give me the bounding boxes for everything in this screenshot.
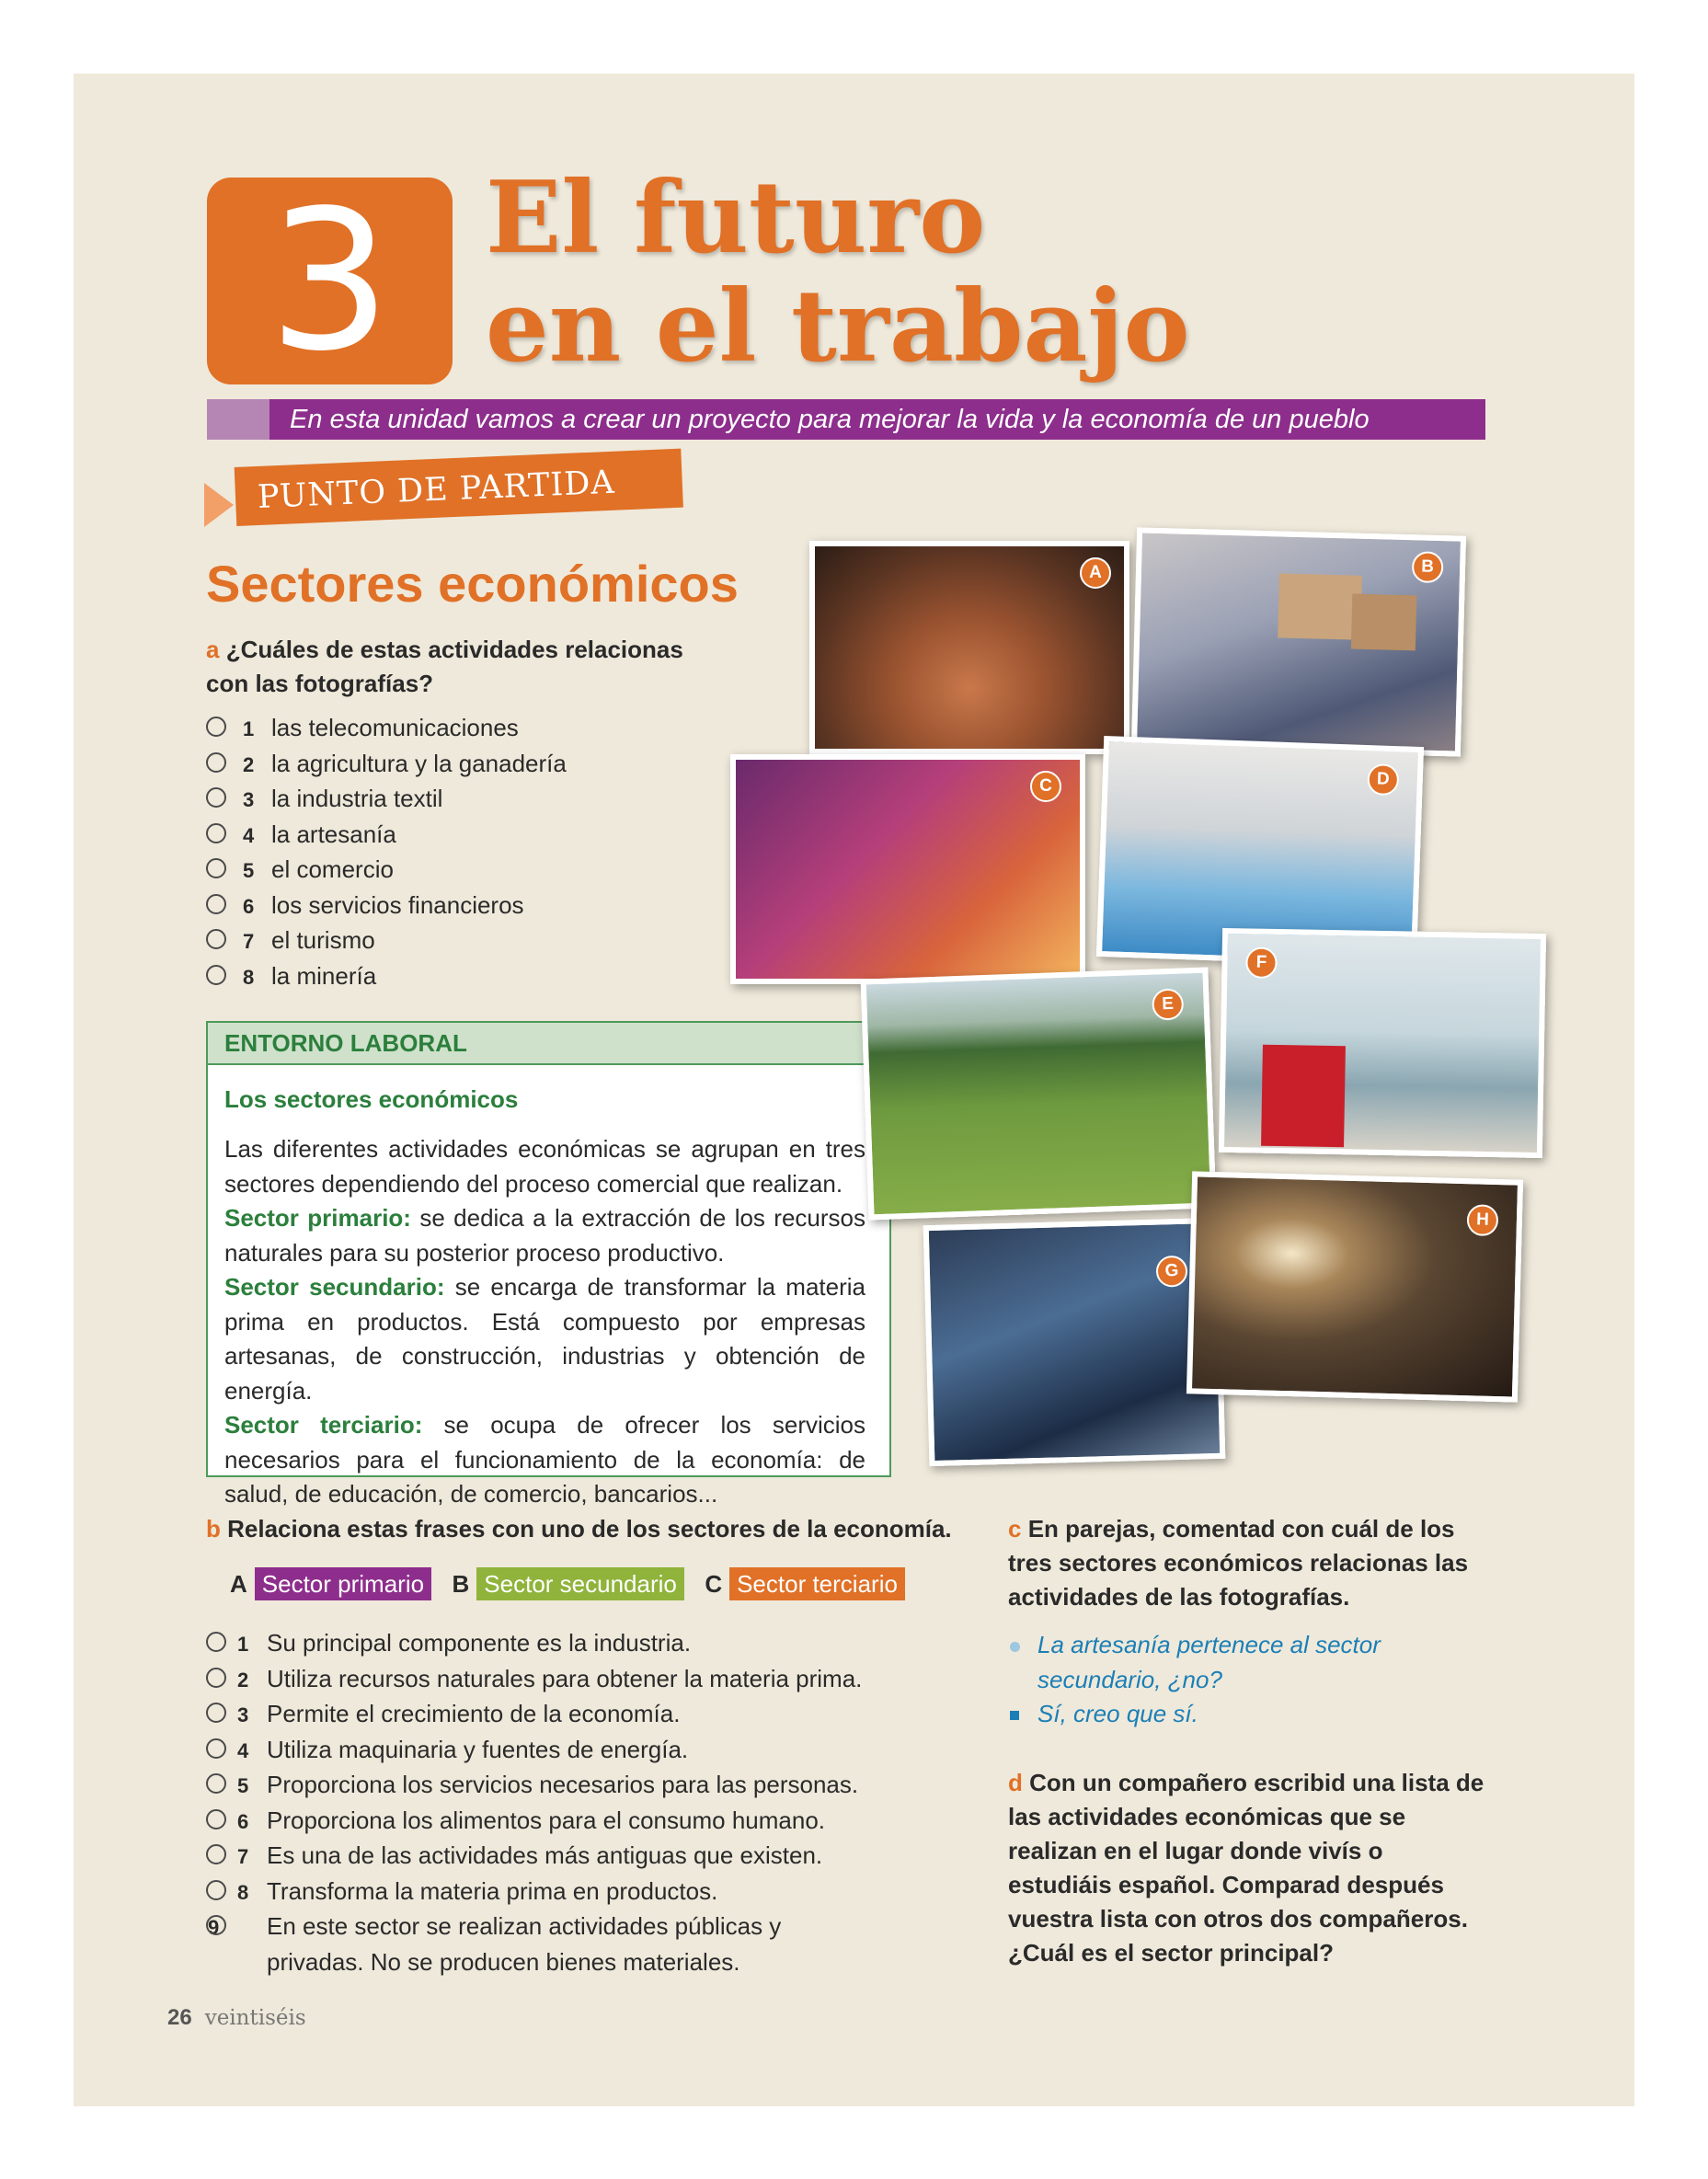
list-item xyxy=(206,853,721,889)
photo-label: E xyxy=(1152,988,1184,1020)
exercise-a-question xyxy=(206,633,703,701)
sector-secundario-tag: Sector secundario xyxy=(476,1567,684,1600)
list-item xyxy=(206,1768,979,1804)
sector-letter: B xyxy=(452,1570,470,1598)
item-text: la industria textil xyxy=(271,785,443,812)
unit-title-line1: El futuro xyxy=(486,160,986,276)
page-number-word: veintiséis xyxy=(204,2006,306,2030)
item-number: 8 xyxy=(237,1880,249,1904)
answer-circle[interactable] xyxy=(206,965,226,985)
list-item xyxy=(206,1839,979,1875)
photo-label: B xyxy=(1412,551,1444,583)
exercise-d xyxy=(1008,1766,1486,1970)
answer-circle[interactable] xyxy=(206,823,226,843)
item-text: Su principal componente es la industria. xyxy=(267,1629,692,1657)
item-number: 8 xyxy=(243,965,255,989)
sector-secundario-label: Sector secundario: xyxy=(224,1273,445,1301)
exercise-d-text: Con un compañero escribid una lista de las actividades económicas que se realizan en el lugar donde vivís o estudiáis español. Comparad después vuestra lista con otros dos compañeros. ¿Cuál es el sector principal? xyxy=(1008,1769,1484,1967)
list-item xyxy=(206,1804,979,1840)
sector-primario-label: Sector primario: xyxy=(224,1204,411,1232)
photo-b-shopping-cart xyxy=(1131,527,1466,756)
answer-circle[interactable] xyxy=(206,929,226,949)
list-item xyxy=(206,1662,979,1698)
dialog-bullet-square xyxy=(1010,1711,1019,1720)
list-item xyxy=(206,1875,979,1910)
sector-letter: A xyxy=(230,1570,247,1598)
answer-circle[interactable] xyxy=(206,858,226,878)
item-text: Transforma la materia prima en productos. xyxy=(267,1876,718,1905)
item-text: Permite el crecimiento de la economía. xyxy=(267,1700,681,1727)
item-number: 3 xyxy=(243,788,255,811)
list-item xyxy=(206,747,721,783)
dialog-text: La artesanía pertenece al sector secundario, ¿no? xyxy=(1037,1631,1381,1693)
list-item xyxy=(206,711,721,747)
item-text: Utiliza recursos naturales para obtener la materia prima. xyxy=(267,1664,863,1692)
sector-terciario-text: se ocupa de ofrecer los servicios necesarios para el funcionamiento de la economía: de salud, de educación, de comercio, bancarios... xyxy=(224,1411,865,1508)
section-title: Sectores económicos xyxy=(206,555,739,613)
exercise-c-dialog xyxy=(1008,1628,1431,1732)
box-shape xyxy=(1278,573,1362,639)
answer-circle[interactable] xyxy=(206,1668,226,1688)
entorno-body xyxy=(224,1132,865,1512)
list-item xyxy=(206,889,721,924)
item-number: 2 xyxy=(243,752,255,776)
unit-number: 3 xyxy=(268,168,392,394)
dialog-text: Sí, creo que sí. xyxy=(1037,1700,1198,1727)
answer-circle[interactable] xyxy=(206,717,226,737)
dialog-line xyxy=(1008,1628,1431,1697)
list-item xyxy=(206,1697,979,1733)
answer-circle[interactable] xyxy=(206,1738,226,1759)
item-text: Proporciona los servicios necesarios para las personas. xyxy=(267,1771,859,1798)
photo-label: C xyxy=(1030,771,1061,802)
unit-subtitle-bar xyxy=(207,399,1485,440)
item-text: la minería xyxy=(271,961,377,990)
item-number: 9 xyxy=(208,1916,220,1939)
page-footer xyxy=(167,2005,306,2031)
exercise-letter: d xyxy=(1008,1769,1023,1796)
sector-primario-tag: Sector primario xyxy=(255,1567,431,1600)
photo-label: A xyxy=(1080,557,1111,589)
photo-label: G xyxy=(1156,1256,1188,1288)
item-number: 4 xyxy=(237,1738,249,1762)
sector-secundario-text: se encarga de transformar la materia prima en productos. Está compuesto por empresas artesanas, de construcción, industrias y obtención de energía. xyxy=(224,1273,865,1405)
unit-title xyxy=(486,160,1190,384)
unit-number-box xyxy=(207,168,453,394)
exercise-c xyxy=(1008,1512,1477,1614)
item-number: 2 xyxy=(237,1668,249,1692)
page-number: 26 xyxy=(167,2005,192,2030)
item-number: 6 xyxy=(237,1809,249,1833)
entorno-subtitle: Los sectores económicos xyxy=(224,1085,519,1113)
photo-label: F xyxy=(1245,946,1278,979)
photo-a-pottery xyxy=(809,541,1129,754)
list-item xyxy=(206,1626,979,1662)
item-text: En este sector se realizan actividades públicas y privadas. No se producen bienes materiales. xyxy=(267,1912,782,1976)
unit-subtitle: En esta unidad vamos a crear un proyecto para mejorar la vida y la economía de un pueblo xyxy=(290,405,1370,434)
dialog-line xyxy=(1008,1697,1431,1732)
answer-circle[interactable] xyxy=(206,894,226,914)
item-text: Es una de las actividades más antiguas que existen. xyxy=(267,1841,823,1869)
exercise-letter: a xyxy=(206,636,220,663)
list-item xyxy=(206,959,721,995)
dialog-bullet-circle xyxy=(1010,1642,1020,1652)
list-item xyxy=(206,782,721,818)
box-shape xyxy=(1351,594,1417,651)
item-text: la artesanía xyxy=(271,820,396,848)
exercise-b-text: Relaciona estas frases con uno de los sectores de la economía. xyxy=(227,1515,952,1543)
list-item xyxy=(206,923,721,959)
photo-label: D xyxy=(1367,763,1399,796)
banner-arrow xyxy=(204,483,234,527)
photo-f-travel xyxy=(1219,928,1546,1158)
sector-letter: C xyxy=(705,1570,723,1598)
exercise-a-text: ¿Cuáles de estas actividades relacionas con las fotografías? xyxy=(206,636,683,697)
exercise-a-list xyxy=(206,711,721,994)
item-number: 1 xyxy=(237,1633,249,1656)
sector-legend xyxy=(230,1567,905,1600)
item-text: Utiliza maquinaria y fuentes de energía. xyxy=(267,1735,689,1763)
unit-title-line2: en el trabajo xyxy=(486,269,1190,384)
item-number: 4 xyxy=(243,823,255,847)
answer-circle[interactable] xyxy=(206,1880,226,1900)
exercise-b-question xyxy=(206,1512,997,1546)
item-text: el turismo xyxy=(271,926,375,954)
answer-circle[interactable] xyxy=(206,1809,226,1829)
answer-circle[interactable] xyxy=(206,787,226,808)
item-number: 7 xyxy=(243,930,255,953)
list-item xyxy=(206,1733,979,1769)
item-number: 3 xyxy=(237,1703,249,1726)
exercise-b-list xyxy=(206,1626,979,1979)
entorno-header: ENTORNO LABORAL xyxy=(208,1023,889,1065)
answer-circle[interactable] xyxy=(206,1915,226,1935)
answer-circle[interactable] xyxy=(206,1632,226,1652)
answer-circle[interactable] xyxy=(206,1844,226,1864)
item-text: la agricultura y la ganadería xyxy=(271,749,567,777)
sector-terciario-tag: Sector terciario xyxy=(729,1567,905,1600)
item-number: 7 xyxy=(237,1845,249,1868)
exercise-letter: b xyxy=(206,1515,221,1543)
item-text: Proporciona los alimentos para el consumo humano. xyxy=(267,1806,826,1834)
answer-circle[interactable] xyxy=(206,752,226,773)
exercise-c-text: En parejas, comentad con cuál de los tres sectores económicos relacionas las actividades de las fotografías. xyxy=(1008,1515,1469,1611)
photo-g-telecom xyxy=(923,1218,1226,1466)
item-text: los servicios financieros xyxy=(271,890,524,919)
suitcase-shape xyxy=(1261,1045,1346,1148)
item-number: 5 xyxy=(243,859,255,882)
item-text: el comercio xyxy=(271,855,394,883)
entorno-laboral-box xyxy=(206,1021,891,1508)
photo-h-mining xyxy=(1186,1171,1523,1402)
entorno-intro: Las diferentes actividades económicas se agrupan en tres sectores dependiendo del proceso comercial que realizan. xyxy=(224,1135,865,1198)
list-item xyxy=(206,818,721,854)
answer-circle[interactable] xyxy=(206,1703,226,1723)
item-number: 5 xyxy=(237,1774,249,1797)
banner-label: PUNTO DE PARTIDA xyxy=(257,464,616,516)
sector-terciario-label: Sector terciario: xyxy=(224,1411,423,1439)
sector-primario-text: se dedica a la extracción de los recursos naturales para su posterior proceso productivo. xyxy=(224,1204,865,1267)
item-number: 6 xyxy=(243,894,255,918)
list-item xyxy=(206,1909,855,1979)
item-number: 1 xyxy=(243,717,255,740)
photo-e-cows xyxy=(861,967,1217,1220)
exercise-letter: c xyxy=(1008,1515,1022,1543)
answer-circle[interactable] xyxy=(206,1773,226,1794)
photo-label: H xyxy=(1467,1204,1499,1236)
item-text: las telecomunicaciones xyxy=(271,714,519,741)
subtitle-bar-accent xyxy=(207,399,269,440)
photo-c-finance xyxy=(730,754,1085,984)
